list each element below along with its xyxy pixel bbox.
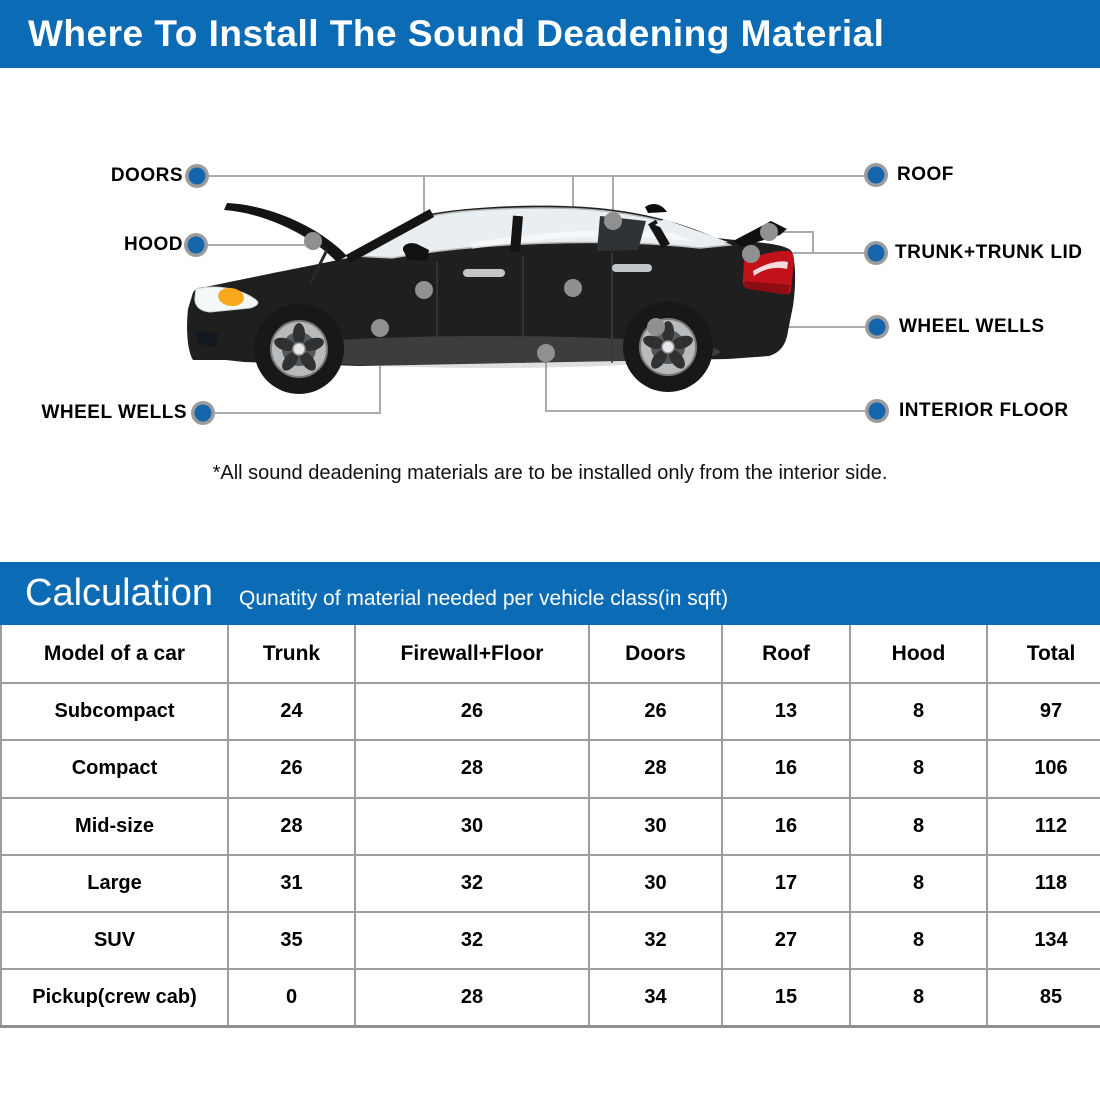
- column-header: Model of a car: [1, 625, 228, 683]
- value-cell: 27: [722, 912, 850, 969]
- value-cell: 8: [850, 740, 987, 797]
- value-cell: 112: [987, 798, 1100, 855]
- install-note: *All sound deadening materials are to be installed only from the interior side.: [212, 462, 888, 484]
- target-dot-trunk-lid: [760, 223, 778, 241]
- column-header: Trunk: [228, 625, 355, 683]
- column-header: Doors: [589, 625, 722, 683]
- value-cell: 0: [228, 969, 355, 1026]
- target-dot-roof: [604, 212, 622, 230]
- table-row: [1, 798, 1100, 855]
- value-cell: 85: [987, 969, 1100, 1026]
- value-cell: 15: [722, 969, 850, 1026]
- value-cell: 8: [850, 798, 987, 855]
- model-cell: Pickup(crew cab): [1, 969, 228, 1026]
- label-doors: DOORS: [110, 165, 183, 186]
- value-cell: 28: [589, 740, 722, 797]
- value-cell: 26: [355, 683, 589, 740]
- car-diagram: [0, 70, 1100, 530]
- value-cell: 8: [850, 855, 987, 912]
- trunk-marker-icon: [864, 241, 888, 265]
- interior-floor-marker-icon: [865, 399, 889, 423]
- value-cell: 30: [589, 798, 722, 855]
- table-row: [1, 683, 1100, 740]
- value-cell: 32: [355, 912, 589, 969]
- hood-marker-icon: [184, 233, 208, 257]
- column-header: Roof: [722, 625, 850, 683]
- value-cell: 118: [987, 855, 1100, 912]
- wheel-wells-right-marker-icon: [865, 315, 889, 339]
- target-dot-hood: [304, 232, 322, 250]
- model-cell: Compact: [1, 740, 228, 797]
- table-row: [1, 740, 1100, 797]
- column-header: Hood: [850, 625, 987, 683]
- roof-marker-icon: [864, 163, 888, 187]
- value-cell: 13: [722, 683, 850, 740]
- value-cell: 28: [228, 798, 355, 855]
- b-pillar: [515, 216, 518, 252]
- model-cell: Mid-size: [1, 798, 228, 855]
- wheel-wells-left-marker-icon: [191, 401, 215, 425]
- rear-door-handle: [612, 264, 652, 272]
- value-cell: 17: [722, 855, 850, 912]
- label-trunk-trunk-lid: TRUNK+TRUNK LID: [895, 242, 1083, 263]
- value-cell: 8: [850, 683, 987, 740]
- front-wheel: [254, 304, 344, 394]
- column-header: Total: [987, 625, 1100, 683]
- label-wheel-wells-left: WHEEL WELLS: [41, 402, 187, 423]
- column-header: Firewall+Floor: [355, 625, 589, 683]
- target-dot-front-wheel-well: [371, 319, 389, 337]
- calculation-title: Calculation: [25, 572, 213, 614]
- value-cell: 8: [850, 912, 987, 969]
- value-cell: 97: [987, 683, 1100, 740]
- target-dot-front-door: [415, 281, 433, 299]
- open-hood: [224, 203, 347, 262]
- value-cell: 34: [589, 969, 722, 1026]
- target-dot-trunk: [742, 245, 760, 263]
- front-door-handle: [463, 269, 505, 277]
- value-cell: 106: [987, 740, 1100, 797]
- value-cell: 26: [228, 740, 355, 797]
- value-cell: 134: [987, 912, 1100, 969]
- calculation-band: [0, 562, 1100, 625]
- antenna-fin-icon: [645, 204, 667, 213]
- value-cell: 35: [228, 912, 355, 969]
- table-row: [1, 855, 1100, 912]
- value-cell: 30: [355, 798, 589, 855]
- table-row: [1, 969, 1100, 1026]
- table-header-row: [1, 625, 1100, 683]
- model-cell: Subcompact: [1, 683, 228, 740]
- label-roof: ROOF: [897, 164, 954, 185]
- value-cell: 31: [228, 855, 355, 912]
- value-cell: 16: [722, 740, 850, 797]
- page-title: Where To Install The Sound Deadening Material: [28, 13, 885, 54]
- value-cell: 32: [589, 912, 722, 969]
- label-wheel-wells-right: WHEEL WELLS: [899, 316, 1045, 337]
- value-cell: 30: [589, 855, 722, 912]
- value-cell: 26: [589, 683, 722, 740]
- target-dot-interior-floor: [537, 344, 555, 362]
- model-cell: Large: [1, 855, 228, 912]
- value-cell: 28: [355, 740, 589, 797]
- car-illustration: [187, 203, 795, 394]
- value-cell: 16: [722, 798, 850, 855]
- model-cell: SUV: [1, 912, 228, 969]
- header-banner: [0, 0, 1100, 68]
- value-cell: 28: [355, 969, 589, 1026]
- target-dot-rear-wheel-well: [647, 318, 665, 336]
- value-cell: 8: [850, 969, 987, 1026]
- label-interior-floor: INTERIOR FLOOR: [899, 400, 1069, 421]
- target-dot-rear-door: [564, 279, 582, 297]
- value-cell: 24: [228, 683, 355, 740]
- rear-wheel: [623, 302, 713, 392]
- calculation-subtitle: Qunatity of material needed per vehicle class(in sqft): [239, 586, 729, 610]
- quantity-table: [0, 625, 1100, 1028]
- value-cell: 32: [355, 855, 589, 912]
- label-hood: HOOD: [124, 234, 183, 255]
- table-row: [1, 912, 1100, 969]
- doors-marker-icon: [185, 164, 209, 188]
